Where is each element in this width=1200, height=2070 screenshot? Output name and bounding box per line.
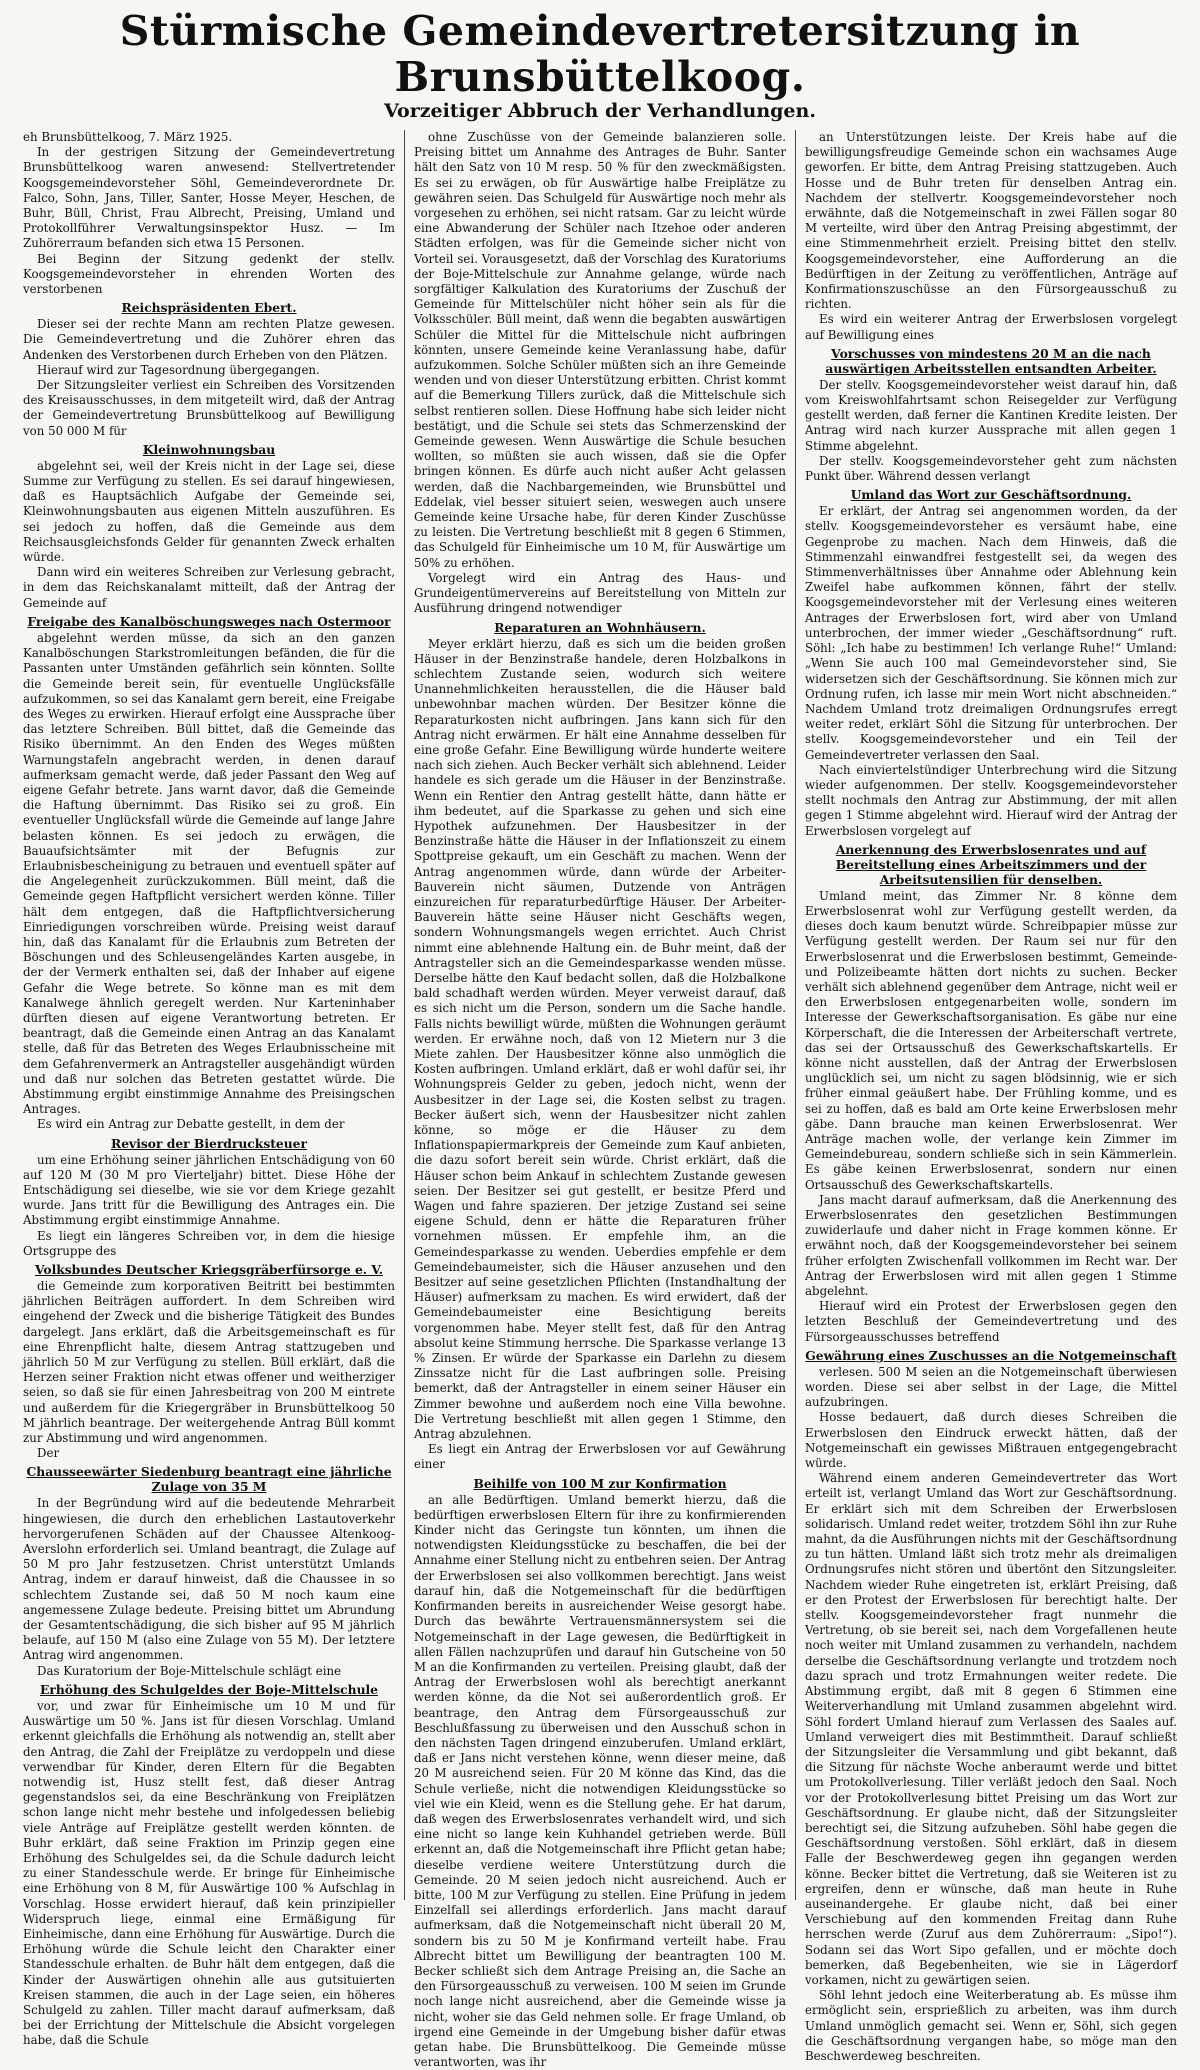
article-paragraph: Der — [37, 1446, 60, 1461]
article-paragraph: Der stellv. Koogsgemeindevorsteher geht zum nächsten Punkt über. Während dessen verlangt — [805, 453, 1177, 484]
article-paragraph: Es wird ein Antrag zur Debatte gestellt, in dem der — [37, 1117, 345, 1132]
article-paragraph: Söhl lehnt jedoch eine Weiterberatung ab. Es müsse ihm ermöglicht sein, ersprießlich zu arbeiten, was ihm durch Umland unmöglich gemacht sei. Wenn er, Söhl, sich gegen die Geschäftsordnung vergangen habe, so möge man den Beschwerdeweg beschreiten. — [805, 1988, 1177, 2063]
article-paragraph: Der stellv. Koogsgemeindevorsteher weist darauf hin, daß vom Kreiswohlfahrtsamt schon Reisegelder zur Verfügung gestellt werden, daß ferner die Kantinen Kredite leisten. Der Antrag wird nach kurzer Aussprache mit allen gegen 1 Stimme abgelehnt. — [805, 377, 1177, 453]
article-paragraph: Meyer erklärt hierzu, daß es sich um die beiden großen Häuser in der Benzinstraße handele, deren Holzbalkons in schlechtem Zustande seien, wodurch sich weitere Unannehmlichkeiten herausstellen, die die Häuser bald unbewohnbar machen würden. Der Besitzer könne die Reparaturkosten nicht aufbringen. Jans kann sich für den Antrag nicht erwärmen. Er hält eine Annahme desselben für eine große Gefahr. Eine Bewilligung würde hunderte weitere nach sich ziehen. Auch Becker verhält sich ablehnend. Leider handele es sich gerade um die Häuser in der Benzinstraße. Wenn ein Rentier den Antrag gestellt hätte, dann hätte er ihm bedeutet, auf die Sparkasse zu gehen und sich eine Hypothek aufzunehmen. Der Hausbesitzer in der Benzinstraße hätte die Häuser in der Inflationszeit zu einem Spottpreise gekauft, um ein Geschäft zu machen. Wenn der Antrag angenommen würde, dann würde der Arbeiter-Bauverein nicht säumen, Dutzende von Anträgen einzureichen für reparaturbedürftige Häuser. Der Arbeiter-Bauverein hätte seine Häuser nicht Geschäfts wegen, sondern Wohnungsmangels wegen errichtet. Auch Christ nimmt eine ablehnende Haltung ein. de Buhr meint, daß der Antragsteller sich an die Gemeindesparkasse wenden müsse. Derselbe hätte den Kauf bedacht sollen, daß die Holzbalkone bald schadhaft werden würden. Meyer verweist darauf, daß es sich nicht um die Person, sondern um die Sache handle. Falls nichts bewilligt würde, müßten die Wohnungen geräumt werden. Er erwähne noch, daß von 12 Mietern nur 3 die Miete zahlen. Der Hausbesitzer könne also unmöglich die Kosten aufbringen. Umland erklärt, daß er wohl dafür sei, ihr Wohnungspreis Gelder zu geben, jedoch nicht, wenn der Ausbesitzer in der Lage sei, die Kosten selbst zu tragen. Becker äußert sich, wenn der Hausbesitzer nicht zahlen könne, so möge er die Häuser zu dem Inflationspapiermarkpreis der Gemeinde zum Kauf anbieten, die dazu sofort bereit sein würde. Christ erklärt, daß die Häuser schon beim Ankauf in schlechtem Zustande gewesen seien. Der Besitzer sei gut gestellt, er besitze Pferd und Wagen und fahre spazieren. Der jetzige Zustand sei seine eigene Schuld, denn er hätte die Reparaturen früher vornehmen müssen. Er empfehle ihm, an die Gemeindesparkasse zu wenden. Ueberdies empfehle er dem Gemeindebaumeister, sich die Häuser anzusehen und den Besitzer auf seine gesetzlichen Pflichten (Instandhaltung der Häuser) aufmerksam zu machen. Es wird erwidert, daß der Gemeindebaumeister eine Besichtigung bereits vorgenommen habe. Meyer stellt fest, daß für den Antrag absolut keine Stimmung herrsche. Die Sparkasse verlange 13 % Zinsen. Er würde der Sparkasse ein Darlehn zu diesem Zinssatze nicht für die Last aufbringen solle. Preising bemerkt, daß der Antragsteller in einem seiner Häuser ein Zimmer bewohne und außerdem noch eine Villa bewohne. Die Vertretung beschließt mit allen gegen 1 Stimme, den Antrag abzulehnen. — [414, 636, 786, 1442]
section-heading: Kleinwohnungsbau — [142, 441, 276, 457]
section-heading: Freigabe des Kanalböschungsweges nach Ostermoor — [27, 613, 391, 629]
article-paragraph: Bei Beginn der Sitzung gedenkt der stellv. Koogsgemeindevorsteher in ehrenden Worten des verstorbenen — [23, 251, 395, 297]
article-paragraph: an alle Bedürftigen. Umland bemerkt hierzu, daß die bedürftigen erwerbslosen Eltern für ihre zu konfirmierenden Kinder nicht das Geringste tun könnten, um ihnen die notwendigsten Kleidungsstücke zu beschaffen, die bei der Annahme einer Stellung nicht zu entbehren seien. Der Antrag der Erwerbslosen sei also vollkommen berechtigt. Jans weist darauf hin, daß die Notgemeinschaft für die bedürftigen Konfirmanden bereits in ausreichender Weise gesorgt habe. Durch das bewährte Vertrauensmännersystem sei die Notgemeinschaft in der Lage gewesen, die Bedürftigkeit in allen Fällen nachzuprüfen und darauf hin Gutscheine von 50 M an die Konfirmanden zu verteilen. Preising glaubt, daß der Antrag der Erwerbslosen wohl als berechtigt anerkannt werden könne, da die Not sei außerordentlich groß. Er beantrage, den Antrag dem Fürsorgeausschuß zur Beschlußfassung zu überweisen und den Ausschuß schon in den nächsten Tagen dringend einzuberufen. Umland erklärt, daß er Jans nicht verstehen könne, wenn dieser meine, daß 20 M ausreichend seien. Für 20 M könne das Kind, das die Schule verließe, nicht die notwendigen Kleidungsstücke so viel wie ein Kleid, wenn es die Stellung gehe. Er hat darum, daß wegen des Erwerbslosenrates verhandelt wird, und sich eine nicht so lange kein Kuhhandel getrieben werde. Büll erkennt an, daß die Notgemeinschaft ihre Pflicht getan habe; dieselbe verdiene weitere Unterstützung durch die Gemeinde. 20 M seien jedoch nicht ausreichend. Auch er bitte, 100 M zur Verfügung zu stellen. Eine Prüfung in jedem Einzelfall sei allerdings erforderlich. Jans macht darauf aufmerksam, daß die Notgemeinschaft nicht überall 20 M, sondern bis zu 50 M je Konfirmand verteilt habe. Frau Albrecht bittet um Bewilligung der beantragten 100 M. Becker schließt sich dem Antrage Preising an, die Sache an den Fürsorgeausschuß zu verweisen. 100 M seien im Grunde noch lange nicht ausreichend, aber die Gemeinde wisse ja nicht, woher sie das Geld nehmen solle. Er frage Umland, ob irgend eine Gemeinde in der Umgebung bisher dafür etwas getan habe. Die Brunsbüttelkoog. Die Gemeinde müsse verantworten, was ihr — [414, 1492, 786, 2070]
article-paragraph: Der Sitzungsleiter verliest ein Schreiben des Vorsitzenden des Kreisausschusses, in dem mitgeteilt wird, daß der Antrag der Gemeindevertretung Brunsbüttelkoog auf Bewilligung von 50 000 M für — [23, 378, 395, 438]
article-paragraph: Vorgelegt wird ein Antrag des Haus- und Grundeigentümervereins auf Bereitstellung von Mitteln zur Ausführung dringend notwendiger — [414, 570, 786, 616]
article-paragraph: Das Kuratorium der Boje-Mittelschule schlägt eine — [37, 1663, 342, 1678]
article-paragraph: an Unterstützungen leiste. Der Kreis habe auf die bewilligungsfreudige Gemeinde schon ein wachsames Auge geworfen. Er bitte, dem Antrag Preising stattzugeben. Auch Hosse und de Buhr treten für denselben Antrag ein. Nachdem der stellvertr. Koogsgemeindevorsteher noch erwähnte, daß die Notgemeinschaft in zwei Fällen sogar 80 M verteilte, wird über den Antrag Preising abgestimmt, der eine Stimmenmehrheit erzielt. Preising bittet den stellv. Koogsgemeindevorsteher, eine Aufforderung an die Bedürftigen in der Zeitung zu veröffentlichen, Anträge auf Konfirmationszuschüsse an den Fürsorgeausschuß zu richten. — [805, 130, 1177, 312]
section-heading: Revisor der Bierdrucksteuer — [111, 1135, 307, 1151]
article-paragraph: Es wird ein weiterer Antrag der Erwerbslosen vorgelegt auf Bewilligung eines — [805, 312, 1177, 342]
article-paragraph: verlesen. 500 M seien an die Notgemeinschaft überwiesen worden. Diese sei aber selbst in der Lage, die Mittel aufzubringen. — [805, 1364, 1177, 1410]
article-paragraph: In der Begründung wird auf die bedeutende Mehrarbeit hingewiesen, die durch den erheblichen Lastautoverkehr hervorgerufenen Schäden auf der Chaussee Altenkoog-Averslohn erforderlich sei. Umland beantragt, die Zulage auf 50 M pro Jahr festzusetzen. Christ unterstützt Umlands Antrag, indem er darauf hinweist, daß die Chaussee in so schlechtem Zustande sei, daß 50 M noch kaum eine angemessene Zulage bedeute. Preising bittet um Abrundung der Gesamtentschädigung, die sich bisher auf 95 M jährlich belaufe, auf 150 M (also eine Zulage von 55 M). Der letztere Antrag wird angenommen. — [23, 1496, 395, 1663]
article-paragraph: die Gemeinde zum korporativen Beitritt bei bestimmten jährlichen Beiträgen auffordert. In dem Schreiben wird eingehend der Zweck und die bisherige Tätigkeit des Bundes dargelegt. Jans erklärt, daß die Arbeitsgemeinschaft es für eine Ehrenpflicht halte, diesem Antrag stattzugeben und jährlich 50 M zur Verfügung zu stellen. Büll erklärt, daß die Herzen seiner Fraktion nicht etwas offener und weitherziger seien, so daß sie für einen Jahresbeitrag von 200 M eintrete und außerdem für die Kriegergräber in Brunsbüttelkoog 50 M jährlich beantrage. Der weitergehende Antrag Büll kommt zur Abstimmung und wird angenommen. — [23, 1279, 395, 1446]
article-paragraph: vor, und zwar für Einheimische um 10 M und für Auswärtige um 50 %. Jans ist für diesen Vorschlag. Umland erkennt gleichfalls die Erhöhung als notwendig an, stellt aber den Antrag, die Zahl der Freiplätze zu verdoppeln und diese verwendbar für Kinder, deren Eltern für die Begabten notwendig ist, Husz stellt fest, daß dieser Antrag gegenstandslos sei, da eine Beschränkung von Freiplätzen schon lange nicht mehr bestehe und infolgedessen beliebig viele Anträge auf Freiplätze gestellt werden könnten. de Buhr erklärt, daß seine Fraktion im Prinzip gegen eine Erhöhung des Schulgeldes sei, da die Schule dadurch leicht zu einer Standesschule werde. Er bringe für Einheimische eine Erhöhung von 8 M, für Auswärtige 100 % Aufschlag in Vorschlag. Hosse erwidert hierauf, daß kein prinzipieller Widerspruch liege, einmal eine Ermäßigung für Einheimische, dann eine Erhöhung für Auswärtige. Durch die Erhöhung würde die Schule leicht den Charakter einer Standesschule erhalten. de Buhr hält dem entgegen, daß die Kinder der Auswärtigen ohnehin alle aus gutsituierten Kreisen stammen, die auch in der Lage seien, ein höheres Schulgeld zu zahlen. Tiller macht darauf aufmerksam, daß bei der Errichtung der Mittelschule die Absicht vorgelegen habe, daß die Schule — [23, 1698, 395, 2048]
article-column-1 — [14, 130, 404, 2048]
article-paragraph: Es liegt ein Antrag der Erwerbslosen vor auf Gewährung einer — [414, 1442, 786, 1472]
article-paragraph: Er erklärt, der Antrag sei angenommen worden, da der stellv. Koogsgemeindevorsteher es versäumt habe, eine Gegenprobe zu machen. Nach dem Hinweis, daß die Stimmenzahl einwandfrei festgestellt sei, da wegen des Stimmenverhältnisses über Annahme oder Ablehnung kein Zweifel habe aufkommen können, fährt der stellv. Koogsgemeindevorsteher mit der Verlesung eines weiteren Antrages der Erwerbslosen fort, wird aber von Umland unterbrochen, der immer wieder „Geschäftsordnung“ ruft. Söhl: „Ich habe zu bestimmen! Ich verlange Ruhe!“ Umland: „Wenn Sie auch 100 mal Gemeindevorsteher sind, Sie widersetzen sich der Geschäftsordnung. Sie können mich zur Ordnung rufen, ich lasse mir mein Wort nicht abschneiden.“ Nachdem Umland trotz dreimaligen Ordnungsrufes erregt weiter redet, erklärt Söhl die Sitzung für unterbrochen. Der stellv. Koogsgemeindevorsteher und ein Teil der Gemeindevertreter verlassen den Saal. — [805, 504, 1177, 762]
section-heading: Beihilfe von 100 M zur Konfirmation — [473, 1475, 727, 1491]
article-paragraph: ohne Zuschüsse von der Gemeinde balanzieren solle. Preising bittet um Annahme des Antrages de Buhr. Santer hält den Satz von 10 M resp. 50 % für den zweckmäßigsten. Es sei zu erwägen, ob für Auswärtige halbe Freiplätze zu gewähren seien. Das Schulgeld für Auswärtige noch mehr als vorgesehen zu erhöhen, sei nicht ratsam. Gar zu leicht würde eine Abwanderung der Schüler nach Itzehoe oder anderen Städten erfolgen, was für die Gemeinde sicher nicht von Vorteil sei. Vorausgesetzt, daß der Vorschlag des Kuratoriums der Boje-Mittelschule zur Annahme gelange, würde nach sorgfältiger Kalkulation des Kuratoriums der Zuschuß der Gemeinde für Mittelschüler nicht höher sein als für die Volksschüler. Büll meint, daß wenn die begabten auswärtigen Schüler die Mittel für die Mittelschule nicht aufbringen könnten, unsere Gemeinde keine Veranlassung habe, dafür aufzukommen. Solche Schüler müßten sich an ihre Gemeinde wenden und von dieser Unterstützung erbitten. Christ kommt auf die Bemerkung Tillers zurück, daß die Mittelschule sich selbst rentieren sollen. Diese Hoffnung habe sich leider nicht bestätigt, und die Schule sei stets das Schmerzenskind der Gemeinde gewesen. Wenn Auswärtige die Schule besuchen wollten, so müßten sie auch wissen, daß sie die Opfer bringen können. Es dürfe auch nicht außer Acht gelassen werden, daß die Nachbargemeinden, wie Brunsbüttel und Eddelak, viel besser situiert seien, weswegen auch unsere Gemeinde keine Ursache habe, für deren Kinder Zuschüsse zu leisten. Die Vertretung beschließt mit 8 gegen 6 Stimmen, das Schulgeld für Einheimische um 10 M, für Auswärtige um 50% zu erhöhen. — [414, 130, 786, 570]
section-heading: Volksbundes Deutscher Kriegsgräberfürsorge e. V. — [34, 1262, 384, 1278]
article-paragraph: Dann wird ein weiteres Schreiben zur Verlesung gebracht, in dem das Reichskanalamt mitteilt, daß der Antrag der Gemeinde auf — [23, 565, 395, 610]
article-paragraph: Jans macht darauf aufmerksam, daß die Anerkennung des Erwerbslosenrates den gesetzlichen Bestimmungen zuwiderlaufe und daher nicht in Frage kommen könne. Er erwähnt noch, daß der Koogsgemeindevorsteher bei seinem früher erfolgten Zwischenfall vollkommen im Recht war. Der Antrag der Erwerbslosen wird mit allen gegen 1 Stimme abgelehnt. — [805, 1192, 1177, 1299]
article-paragraph: Dieser sei der rechte Mann am rechten Platze gewesen. Die Gemeindevertretung und die Zuhörer ehren das Andenken des Verstorbenen durch Erheben von den Plätzen. — [23, 317, 395, 362]
dateline: eh Brunsbüttelkoog, 7. März 1925. — [23, 130, 233, 144]
section-heading: Gewährung eines Zuschusses an die Notgemeinschaft — [805, 1347, 1177, 1363]
article-columns — [14, 130, 1186, 2070]
section-heading: Reparaturen an Wohnhäusern. — [494, 619, 706, 635]
article-paragraph: Nach einviertelstündiger Unterbrechung wird die Sitzung wieder aufgenommen. Der stellv. Koogsgemeindevorsteher stellt nochmals den Antrag zur Abstimmung, der mit allen gegen 1 Stimme abgelehnt wird. Hierauf wird der Antrag der Erwerbslosen vorgelegt auf — [805, 762, 1177, 838]
article-paragraph: um eine Erhöhung seiner jährlichen Entschädigung von 60 auf 120 M (30 M pro Vierteljahr) bittet. Diese Höhe der Entschädigung sei dieselbe, wie sie vor dem Kriege gezahlt wurde. Jans tritt für die Bewilligung des Antrages ein. Die Abstimmung ergibt einstimmige Annahme. — [23, 1152, 395, 1228]
section-heading: Chausseewärter Siedenburg beantragt eine jährliche Zulage von 35 M — [26, 1464, 392, 1495]
article-paragraph: abgelehnt werden müsse, da sich an den ganzen Kanalböschungen Starkstromleitungen befänden, die für die Passanten unter Umständen gefährlich sein könnten. Sollte die Gemeinde bereit sein, für eventuelle Unglücksfälle aufzukommen, so sei das Kanalamt gern bereit, eine Freigabe des Weges zu erwirken. Hierauf erfolgt eine Aussprache über das letztere Schreiben. Büll bittet, daß die Gemeinde das Risiko übernimmt. An den Enden des Weges müßten Warnungstafeln angebracht werden, in denen darauf aufmerksam gemacht werde, daß jeder Passant den Weg auf eigene Gefahr betrete. Jans warnt davor, daß die Gemeinde die Haftung übernimmt. Das Risiko sei zu groß. Ein eventueller Unglücksfall würde die Gemeinde auf lange Jahre belasten können. Es sei jedoch zu erwägen, die Bauaufsichtsämter mit der Befugnis zur Erlaubnisbescheinigung zu betrauen und eventuell später auf die Angelegenheit zurückzukommen. Büll meint, daß die Gemeinde gegen Haftpflicht versichert werden könne. Tiller hält dem entgegen, daß die Haftpflichtversicherung Einriedigungen vorschreiben würde. Preising weist darauf hin, daß das Kanalamt für die Erlaubnis zum Betreten der Böschungen und des Schleusengeländes Karten ausgebe, in der der Vermerk enthalten sei, daß der Inhaber auf eigene Gefahr die Wege betrete. So könne man es mit dem Kanalwege ähnlich geregelt werden. Nur Karteninhaber dürften diesen auf eigene Verantwortung betreten. Er beantragt, daß die Gemeinde einen Antrag an das Kanalamt stelle, daß für das Betreten des Weges Erlaubnisscheine mit dem Gefahrenvermerk an Antragsteller ausgehändigt würden und daß nur solchen das Betreten gestattet würde. Die Abstimmung ergibt einstimmige Annahme des Preisingschen Antrages. — [23, 630, 395, 1117]
headline: Stürmische Gemeindevertretersitzung in Brunsbüttelkoog. — [119, 7, 1081, 101]
article-paragraph: Während einem anderen Gemeindevertreter das Wort erteilt ist, verlangt Umland das Wort zur Geschäftsordnung. Er erklärt sich mit dem Schreiben der Erwerbslosen solidarisch. Umland redet weiter, trotzdem Söhl ihn zur Ruhe mahnt, da die Ausführungen nichts mit der Geschäftsordnung zu tun hätten. Umland läßt sich trotz mehr als dreimaligen Ordnungsrufes nicht stören und übertönt den Sitzungsleiter. Nachdem wieder Ruhe eingetreten ist, erklärt Preising, daß er den Protest der Erwerbslosen für berechtigt halte. Der stellv. Koogsgemeindevorsteher fragt nunmehr die Vertretung, ob sie bereit sei, nach dem Vorgefallenen heute noch weiter mit Umland zusammen zu verhandeln, nachdem derselbe die Geschäftsordnung verlangte und trotzdem noch dazu sprach und trotz Ermahnungen weiter redete. Die Abstimmung ergibt, daß mit 8 gegen 6 Stimmen eine Weiterverhandlung mit Umland zusammen abgelehnt wird. Söhl fordert Umland hierauf zum Verlassen des Saales auf. Umland verweigert dies mit Bestimmtheit. Darauf schließt der Sitzungsleiter die Versammlung und gibt bekannt, daß die Sitzung für nächste Woche anberaumt werde und bittet um Protokollverlesung. Tiller verläßt jedoch den Saal. Noch vor der Protokollverlesung bittet Preising um das Wort zur Geschäftsordnung. Er glaube nicht, daß der Sitzungsleiter berechtigt sei, die Sitzung aufzuheben. Söhl habe gegen die Geschäftsordnung verstoßen. Söhl erklärt, daß in diesem Falle der Beschwerdeweg gegen ihn gegangen werden könne. Becker bittet die Vertretung, daß sie Weiteren ist zu ergreifen, denn er wünsche, daß man heute in Ruhe auseinandergehe. Er glaube nicht, daß bei einer Verschiebung auf den kommenden Freitag dann Ruhe herrschen werde (Zuruf aus dem Zuhörerraum: „Sipo!“). Sodann sei das Wort Sipo gefallen, und er möchte doch bemerken, daß Begebenheiten, wie sie in Lägerdorf vorkamen, nicht zu gewärtigen seien. — [805, 1471, 1177, 1987]
article-paragraph: Hierauf wird ein Protest der Erwerbslosen gegen den letzten Beschluß der Gemeindevertretung und des Fürsorgeausschusses betreffend — [805, 1299, 1177, 1344]
article-paragraph: Es liegt ein längeres Schreiben vor, in dem die hiesige Ortsgruppe des — [23, 1228, 395, 1258]
article-paragraph: abgelehnt sei, weil der Kreis nicht in der Lage sei, diese Summe zur Verfügung zu stellen. Es sei darauf hingewiesen, daß es Hauptsächlich Aufgabe der Gemeinde sei, Kleinwohnungsbauten aus eigenen Mitteln auszuführen. Es sei jedoch zu hoffen, daß die Gemeinde aus dem Reichsausgleichsfonds Gelder für genannten Zweck erhalten würde. — [23, 458, 395, 565]
article-column-3 — [795, 130, 1186, 2063]
section-heading: Vorschusses von mindestens 20 M an die nach auswärtigen Arbeitsstellen entsandten Arbeiter. — [825, 345, 1157, 376]
section-heading: Reichspräsidenten Ebert. — [121, 300, 297, 316]
article-column-2 — [404, 130, 795, 2070]
section-heading: Anerkennung des Erwerbslosenrates und auf Bereitstellung eines Arbeitszimmers und der Arbeitsutensilien für denselben. — [835, 841, 1147, 887]
subheadline: Vorzeitiger Abbruch der Verhandlungen. — [384, 100, 816, 122]
article-paragraph: In der gestrigen Sitzung der Gemeindevertretung Brunsbüttelkoog waren anwesend: Stellvertretender Koogsgemeindevorsteher Söhl, Gemeindeverordnete Dr. Falco, Sohn, Jans, Tiller, Santer, Hosse Meyer, Heschen, de Buhr, Büll, Christ, Frau Albrecht, Preising, Umland und Protokollführer Verwaltungsinspektor Husz. — Im Zuhörerraum befanden sich etwa 15 Personen. — [23, 145, 395, 251]
section-heading: Erhöhung des Schulgeldes der Boje-Mittelschule — [39, 1681, 379, 1697]
article-paragraph: Hierauf wird zur Tagesordnung übergegangen. — [37, 362, 320, 377]
section-heading: Umland das Wort zur Geschäftsordnung. — [850, 487, 1132, 503]
article-paragraph: Hosse bedauert, daß durch dieses Schreiben die Erwerbslosen den Eindruck erweckt hätten, daß der Notgemeinschaft ein gewisses Mißtrauen entgegengebracht würde. — [805, 1410, 1177, 1471]
article-paragraph: Umland meint, das Zimmer Nr. 8 könne dem Erwerbslosenrat wohl zur Verfügung gestellt werden, da dieses doch kaum benutzt würde. Schreibpapier müsse zur Verfügung gestellt werden. Der Raum sei nur für den Erwerbslosenrat und die Erwerbslosen bestimmt, Gemeinde- und Polizeibeamte hätten dort nichts zu suchen. Becker verhält sich ablehnend gegenüber dem Antrage, nicht weil er den Erwerbslosen entgegenarbeiten wolle, sondern im Interesse der Gewerkschaftsorganisation. Es gäbe nur eine Körperschaft, die die Interessen der Arbeiterschaft vertrete, das sei der Ortsausschuß des Gewerkschaftskartells. Er könne nicht ausstellen, daß der Antrag der Erwerbslosen unglücklich sei, um nicht zu sagen blödsinnig, wie er sich früher einmal geäußert habe. Der Frühling komme, und es sei zu hoffen, daß es bald am Orte keine Erwerbslosen mehr gäbe. Dann brauche man keinen Erwerbslosenrat. Wer Anträge machen wolle, der verlange kein Zimmer im Gemeindebureau, sondern schließe sich in sein Kämmerlein. Es gäbe keinen Erwerbslosenrat, sondern nur einen Ortsausschuß des Gewerkschaftskartells. — [805, 888, 1177, 1192]
